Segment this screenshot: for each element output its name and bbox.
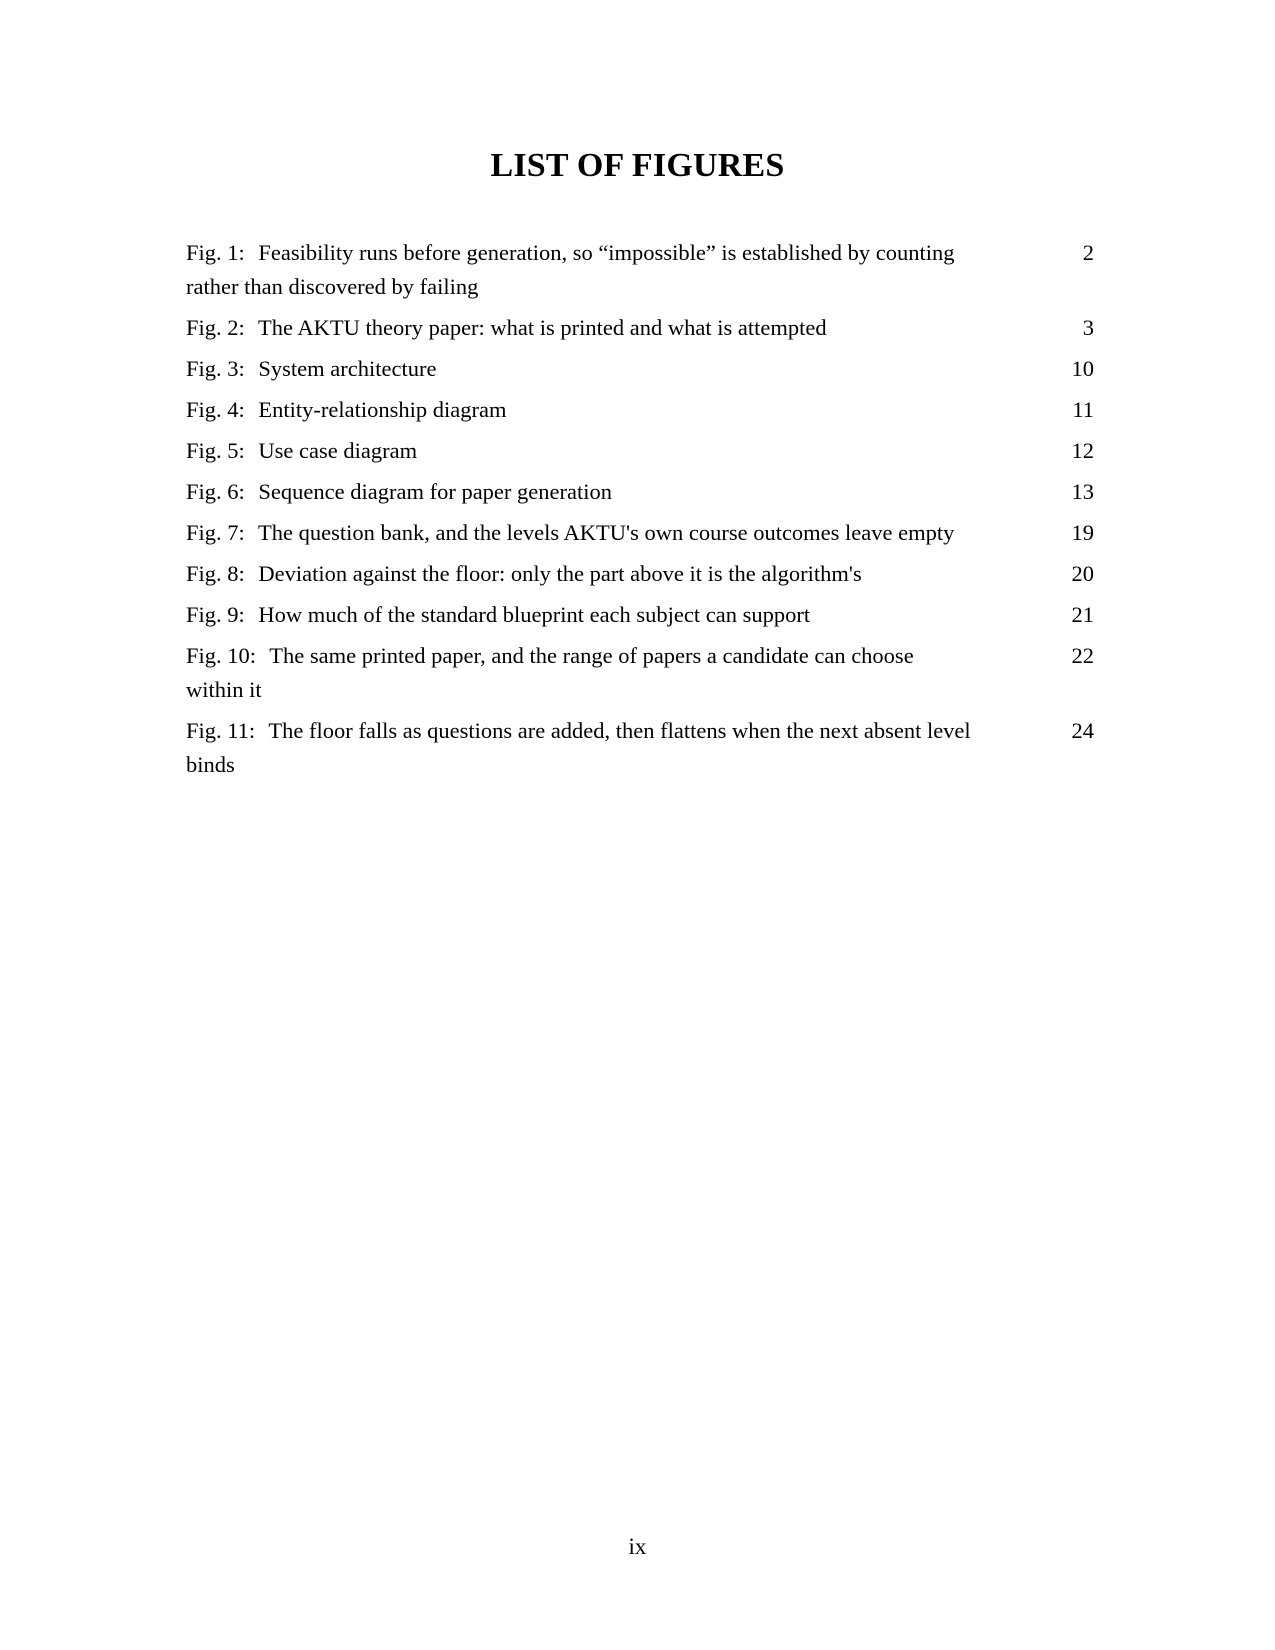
figure-label: Fig. 9: bbox=[186, 602, 245, 627]
figure-text bbox=[186, 434, 976, 468]
figure-page-number: 3 bbox=[1082, 315, 1094, 340]
figure-caption: Use case diagram bbox=[258, 438, 418, 463]
figure-label: Fig. 4: bbox=[186, 397, 245, 422]
figure-label: Fig. 5: bbox=[186, 438, 245, 463]
page-title: LIST OF FIGURES bbox=[490, 147, 785, 184]
figure-page-number: 10 bbox=[1071, 356, 1094, 381]
figure-label: Fig. 2: bbox=[186, 315, 245, 340]
figure-text bbox=[186, 557, 976, 591]
figure-caption: Deviation against the floor: only the part above it is the algorithm's bbox=[258, 561, 862, 586]
figure-caption: The AKTU theory paper: what is printed and what is attempted bbox=[258, 315, 827, 340]
figure-entry-9 bbox=[186, 598, 1094, 632]
figure-page-number: 20 bbox=[1071, 561, 1094, 586]
figure-text bbox=[186, 639, 976, 707]
figure-caption: Feasibility runs before generation, so “impossible” is established by counting rather than discovered by failing bbox=[186, 240, 955, 299]
figure-caption: The same printed paper, and the range of papers a candidate can choose within it bbox=[186, 643, 914, 702]
figure-text bbox=[186, 598, 976, 632]
figure-text bbox=[186, 714, 976, 782]
figure-text bbox=[186, 475, 976, 509]
figure-page-number: 2 bbox=[1082, 240, 1094, 265]
figure-text bbox=[186, 311, 976, 345]
figure-entry-6 bbox=[186, 475, 1094, 509]
figure-entry-1 bbox=[186, 236, 1094, 304]
figure-entry-3 bbox=[186, 352, 1094, 386]
figure-entry-2 bbox=[186, 311, 1094, 345]
figure-page-number: 11 bbox=[1072, 397, 1094, 422]
figure-label: Fig. 11: bbox=[186, 718, 256, 743]
figure-label: Fig. 10: bbox=[186, 643, 257, 668]
figure-entry-7 bbox=[186, 516, 1094, 550]
figure-page-number: 21 bbox=[1071, 602, 1094, 627]
figure-entry-5 bbox=[186, 434, 1094, 468]
figure-text bbox=[186, 393, 976, 427]
figure-page-number: 19 bbox=[1071, 520, 1094, 545]
figure-entry-11 bbox=[186, 714, 1094, 782]
figure-label: Fig. 7: bbox=[186, 520, 245, 545]
figure-page-number: 12 bbox=[1071, 438, 1094, 463]
figure-text bbox=[186, 352, 976, 386]
figure-page-number: 24 bbox=[1071, 718, 1094, 743]
figure-caption: Entity-relationship diagram bbox=[258, 397, 507, 422]
figure-label: Fig. 6: bbox=[186, 479, 245, 504]
figure-label: Fig. 8: bbox=[186, 561, 245, 586]
figure-page-number: 13 bbox=[1071, 479, 1094, 504]
figure-entry-10 bbox=[186, 639, 1094, 707]
page-footer-number: ix bbox=[628, 1534, 647, 1559]
figure-caption: System architecture bbox=[258, 356, 437, 381]
figure-label: Fig. 3: bbox=[186, 356, 245, 381]
figure-entry-4 bbox=[186, 393, 1094, 427]
figure-caption: The floor falls as questions are added, then flattens when the next absent level binds bbox=[186, 718, 971, 777]
figure-label: Fig. 1: bbox=[186, 240, 245, 265]
figure-caption: The question bank, and the levels AKTU's own course outcomes leave empty bbox=[258, 520, 955, 545]
figure-entry-8 bbox=[186, 557, 1094, 591]
figure-page-number: 22 bbox=[1071, 643, 1094, 668]
figure-caption: Sequence diagram for paper generation bbox=[258, 479, 612, 504]
figure-list bbox=[186, 236, 1094, 789]
figure-caption: How much of the standard blueprint each subject can support bbox=[258, 602, 811, 627]
figure-text bbox=[186, 236, 976, 304]
figure-text bbox=[186, 516, 976, 550]
